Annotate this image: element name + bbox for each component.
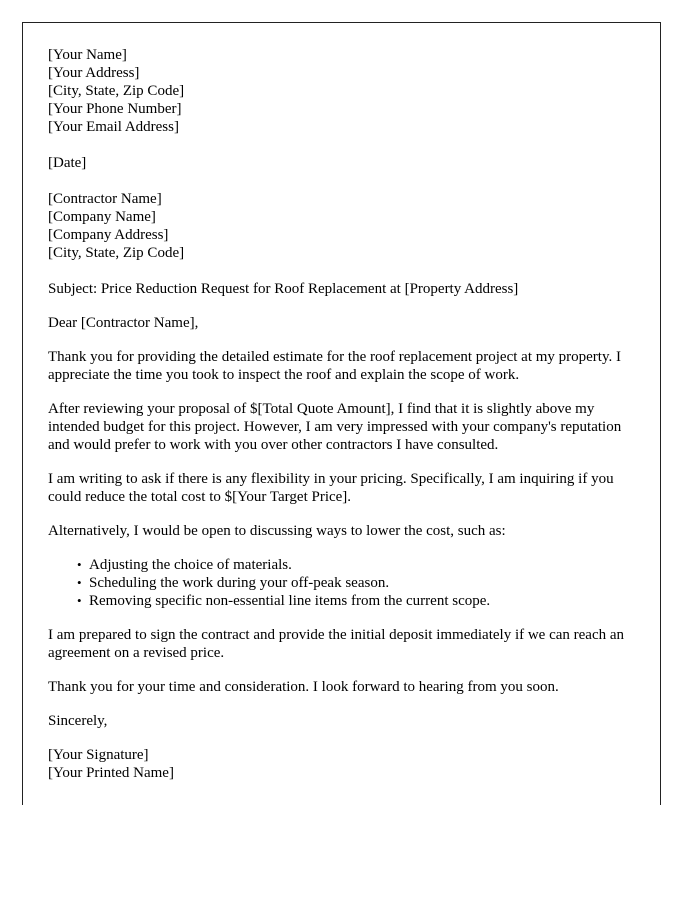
letter-page [22, 22, 661, 805]
spacer [48, 730, 636, 746]
body-paragraph-3: I am writing to ask if there is any flexibility in your pricing. Specifically, I am inquiring if you could reduce the total cost to $[Your Target Price]. [48, 471, 614, 505]
sign-off: Sincerely, [48, 713, 108, 729]
list-item: • Scheduling the work during your off-peak season. [48, 574, 636, 592]
sender-email: [Your Email Address] [48, 119, 179, 135]
spacer [48, 332, 636, 348]
closing-paragraph-2: Thank you for your time and consideration. I look forward to hearing from you soon. [48, 679, 559, 695]
recipient-company-name: [Company Name] [48, 209, 156, 225]
spacer [48, 454, 636, 470]
spacer [48, 298, 636, 314]
list-item: • Removing specific non-essential line items from the current scope. [48, 592, 636, 610]
date-line: [Date] [48, 155, 87, 171]
spacer [48, 540, 636, 556]
spacer [48, 172, 636, 190]
spacer [48, 262, 636, 280]
spacer [48, 662, 636, 678]
recipient-company-address: [Company Address] [48, 227, 169, 243]
spacer [48, 384, 636, 400]
body-paragraph-2: After reviewing your proposal of $[Total Quote Amount], I find that it is slightly above my intended budget for this project. However, I am very impressed with your company's reputation and would prefer to work with you over other contractors I have consulted. [48, 401, 622, 453]
spacer [48, 696, 636, 712]
printed-name-placeholder: [Your Printed Name] [48, 765, 174, 781]
spacer [48, 610, 636, 626]
subject-line: Subject: Price Reduction Request for Roof Replacement at [Property Address] [48, 281, 519, 297]
sender-street: [Your Address] [48, 65, 140, 81]
salutation: Dear [Contractor Name], [48, 315, 199, 331]
closing-paragraph-1: I am prepared to sign the contract and provide the initial deposit immediately if we can reach an agreement on a revised price. [48, 627, 625, 661]
spacer [48, 136, 636, 154]
letter-content [48, 46, 636, 782]
spacer [48, 506, 636, 522]
recipient-address-block [48, 190, 636, 262]
signature-placeholder: [Your Signature] [48, 747, 149, 763]
list-item: • Adjusting the choice of materials. [48, 556, 636, 574]
recipient-city-state-zip: [City, State, Zip Code] [48, 245, 185, 261]
signature-block [48, 746, 636, 782]
sender-city-state-zip: [City, State, Zip Code] [48, 83, 185, 99]
recipient-contractor-name: [Contractor Name] [48, 191, 162, 207]
body-paragraph-1: Thank you for providing the detailed estimate for the roof replacement project at my property. I appreciate the time you took to inspect the roof and explain the scope of work. [48, 349, 621, 383]
sender-phone: [Your Phone Number] [48, 101, 182, 117]
body-paragraph-4: Alternatively, I would be open to discussing ways to lower the cost, such as: [48, 523, 506, 539]
sender-name: [Your Name] [48, 47, 127, 63]
sender-address-block [48, 46, 636, 136]
cost-reduction-options-list [48, 556, 636, 610]
